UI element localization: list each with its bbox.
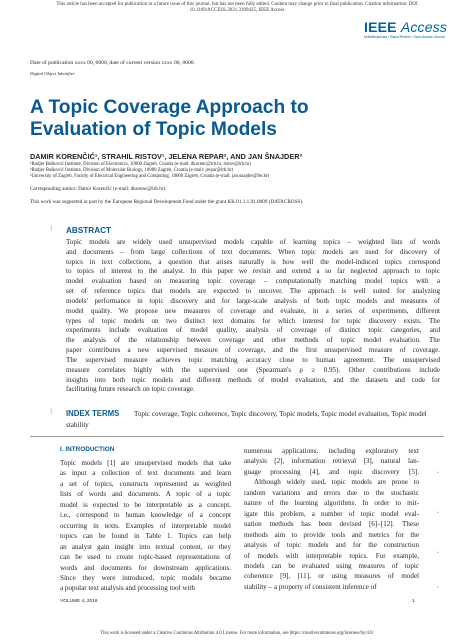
margin-mark: • — [437, 550, 439, 556]
intro-text-line: words and documents for downstream applications. — [60, 563, 231, 572]
license-notice: This work is licensed under a Creative Commons Attribution 4.0 License. For more information, see https://creativecommons.org/licenses/by/4.0/ — [100, 631, 374, 636]
intro-text-line: as input a collection of text documents and learn — [60, 469, 231, 478]
prepublication-notice — [0, 2, 474, 15]
intro-text-line: topics can be found in Table 1. Topics can help — [60, 532, 231, 541]
abstract-line: paper contributes a new supervised measure of coverage, and the first unsupervised measure of coverage. — [66, 346, 440, 355]
abstract-body — [66, 238, 440, 395]
intro-text-line: uation methods has been devised [6]–[12]. These — [244, 520, 419, 529]
doi-label: Digital Object Identifier — [30, 71, 75, 76]
abstract-line: model quality. We propose new measures of coverage and evaluate, in a series of experiments, different — [66, 306, 440, 315]
footer-page-number: 1 — [412, 599, 415, 604]
intro-text-line: can be used to create topic-based representations of — [60, 553, 231, 562]
intro-text-line: random variations and errors due to the stochastic — [244, 488, 419, 497]
abstract-line: to topics of interest to the analyst. In this paper we revisit and extend a so far neglected approach to topic — [66, 267, 440, 276]
intro-text-line: models can be evaluated using measures of topic — [244, 561, 419, 570]
intro-text-line: lists of words and documents. A topic of a topic — [60, 490, 231, 499]
abstract-line: model evaluation based on measuring topic coverage – computationally matching model topics with a — [66, 277, 440, 286]
logo-wordmark — [364, 20, 447, 35]
intro-text-line: a popular text analysis and processing tool with — [60, 584, 195, 593]
paper-title — [30, 97, 450, 141]
affiliation-1: ¹Rudjer Bošković Institute, Division of Electronics, 10000 Zagreb, Croatia (e-mail: dkorenc@irb.hr, ristov@irb.hr) — [30, 162, 251, 167]
abstract-line: experiments include evaluation of model quality, analysis of coverage of distinct topic categories, and — [66, 326, 440, 335]
abstract-line: the analysis of the relationship between coverage and other methods of topic model evaluation. The — [66, 336, 440, 345]
abstract-line: facilitating future research on topic coverage. — [66, 385, 195, 394]
intro-text-line: nature of the learning algorithms. In order to mit- — [244, 499, 419, 508]
margin-mark: • — [437, 510, 439, 516]
abstract-line: The supervised measure achieves topic matching accuracy close to human agreement. The unsupervised — [66, 355, 440, 364]
intro-text-line: analysis of topic models and for the construction — [244, 541, 419, 550]
section-marker-icon: ⁞ — [50, 407, 53, 416]
index-terms-heading: INDEX TERMS — [66, 409, 120, 418]
intro-text-line: occurring in texts. Examples of interpretable model — [60, 521, 231, 530]
affiliation-3: ³University of Zagreb, Faculty of Electrical Engineering and Computing, 10000 Zagreb, Croatia (e-mail: jan.snajder@fer.hr) — [30, 174, 270, 179]
logo-ieee-text: IEEE — [364, 19, 397, 35]
abstract-heading: ABSTRACT — [66, 226, 112, 235]
funding-note: This work was supported in part by the European Regional Development Fund under the grant KK.01.1.1.01.0009 (DATACROSS). — [30, 199, 304, 205]
intro-text-line: i.e., correspond to human knowledge of a concept — [60, 511, 231, 520]
introduction-left-column — [60, 458, 231, 594]
logo-tagline: Multidisciplinary ⁝ Rapid Review ⁝ Open Access Journal — [364, 35, 445, 39]
affiliation-2: ²Rudjer Bošković Institute, Division of Molecular Biology, 10000 Zagreb, Croatia (e-mail: jrepar@irb.hr) — [30, 168, 234, 173]
intro-text-line: model is expected to be interpretable as a concept, — [60, 500, 231, 509]
intro-text-line: igate this problem, a number of topic model eval- — [244, 509, 419, 518]
title-line-1: A Topic Coverage Approach to — [30, 97, 309, 118]
abstract-line: models' performance in topic discovery and for large-scale analysis of both topic models and measures of — [66, 296, 440, 305]
abstract-line: measure correlates highly with the supervised one (Spearman's ρ ≥ 0.95). Other contributions include — [66, 365, 440, 374]
ieee-access-logo — [364, 20, 448, 42]
footer-volume: VOLUME 4, 2016 — [60, 599, 98, 604]
abstract-line: insights into both topic models and different methods of model evaluation, and the datasets and code for — [66, 375, 440, 384]
intro-text-line: Since they were introduced, topic models became — [60, 573, 231, 582]
intro-text-line: analysis [2], information retrieval [3], natural lan- — [244, 457, 419, 466]
section-marker-icon: ⁞ — [50, 224, 53, 233]
intro-text-line: Although widely used, topic models are prone to — [254, 478, 419, 487]
abstract-line: set of reference topics that models are expected to uncover. The approach is well suited for analyzing — [66, 287, 440, 296]
abstract-line: topics in text collections, a question that arises naturally is how well the model-induced topics correspond — [66, 257, 440, 266]
intro-text-line: numerous applications, including exploratory text — [244, 447, 419, 455]
corresponding-author: Corresponding author: Damir Korenčić (e-mail: dkorenc@irb.hr). — [30, 186, 167, 192]
intro-text-line: methods aim to provide tools and metrics for the — [244, 530, 419, 539]
abstract-line: Topic models are widely used unsupervised models capable of learning topics – weighted lists of words — [66, 238, 440, 246]
intro-text-line: an analyst gain insight into textual content, or they — [60, 542, 231, 551]
abstract-line: and documents – from large collections of text documents. When topic models are used for discovery of — [66, 247, 440, 256]
logo-access-text: Access — [400, 19, 448, 35]
margin-mark: • — [437, 585, 439, 591]
publication-date: Date of publication xxxx 00, 0000, date of current version xxxx 00, 0000. — [30, 60, 195, 66]
introduction-heading: I. INTRODUCTION — [60, 446, 115, 453]
index-terms-text: Topic coverage, Topic coherence, Topic discovery, Topic models, Topic model evaluation, Topic model stability — [66, 410, 427, 429]
intro-text-line: coherence [9], [11], or using measures of model — [244, 572, 419, 581]
intro-text-line: Topic models [1] are unsupervised models that take — [60, 459, 231, 467]
section-divider — [30, 436, 444, 437]
intro-text-line: a set of topics, constructs represented as weighted — [60, 479, 231, 488]
author-list: DAMIR KORENČIĆ¹, STRAHIL RISTOV¹, JELENA REPAR², AND JAN ŠNAJDER³ — [30, 152, 302, 161]
abstract-line: types of topic models on two distinct text domains for which interest for topic discovery exists. The — [66, 316, 440, 325]
notice-line-1: This article has been accepted for publication in a future issue of this journal, but has not been fully edited. Content may change prior to final publication. Citation information: DOI — [56, 2, 418, 7]
intro-text-line: of models with interpretable topics. For example, — [244, 551, 419, 560]
introduction-right-column — [244, 446, 419, 592]
intro-text-line: stability – a property of consistent inference of — [244, 582, 377, 591]
notice-line-2: 10.1109/ACCESS.2021.3109425, IEEE Access — [189, 8, 285, 14]
intro-text-line: guage processing [4], and topic discovery [5]. — [244, 467, 419, 476]
title-line-2: Evaluation of Topic Models — [30, 119, 277, 140]
margin-mark: • — [437, 470, 439, 476]
